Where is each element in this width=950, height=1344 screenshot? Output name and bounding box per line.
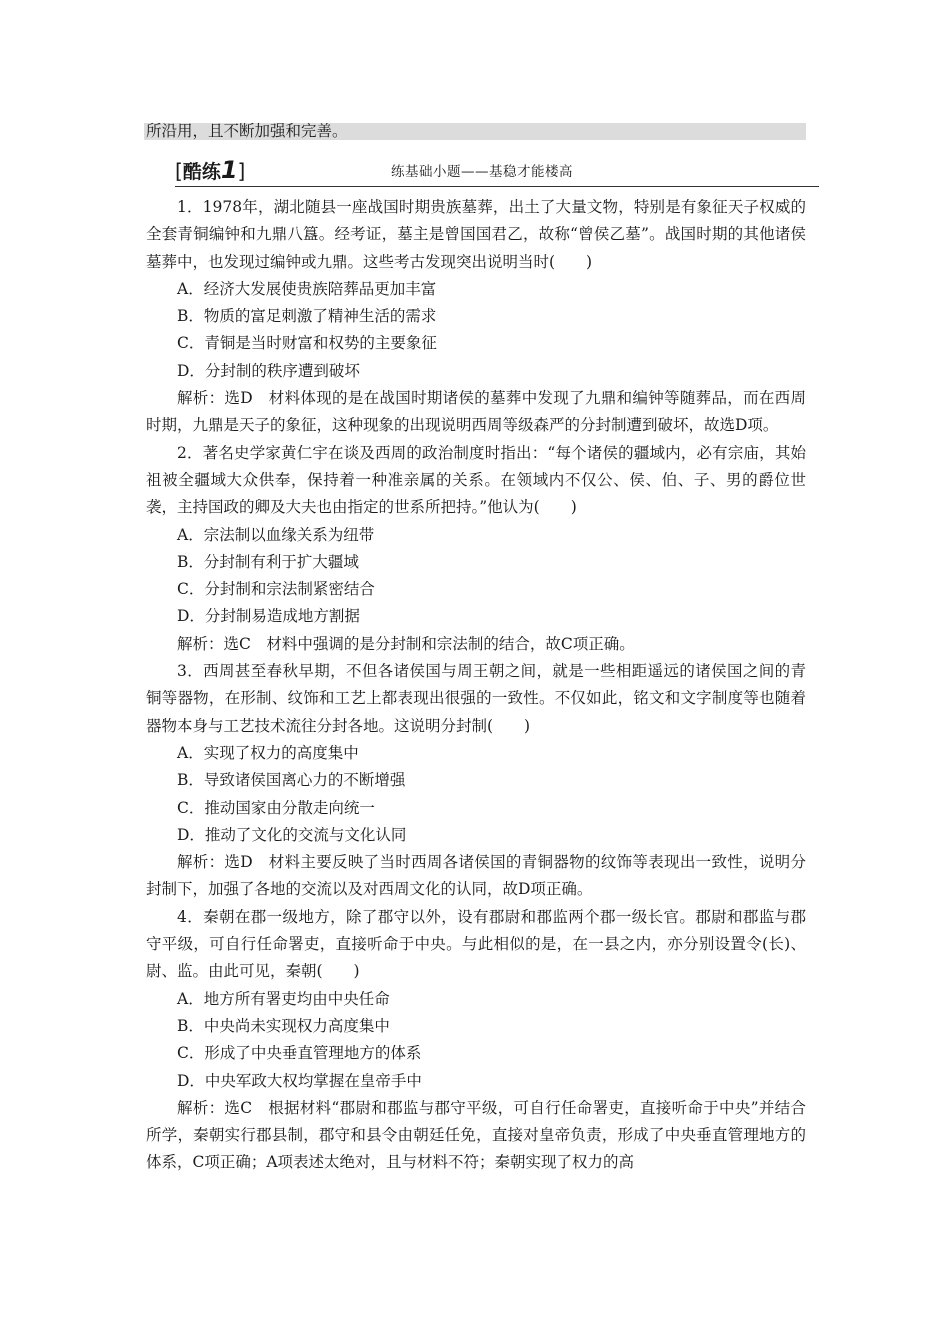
option-a: A．地方所有署吏均由中央任命 — [177, 989, 390, 1008]
continued-text-line: 所沿用，且不断加强和完善。 — [146, 122, 348, 140]
question-analysis: 解析：选C 材料中强调的是分封制和宗法制的结合，故C项正确。 — [177, 634, 635, 653]
option-b: B．物质的富足刺激了精神生活的需求 — [177, 307, 437, 326]
option-a: A．经济大发展使贵族陪葬品更加丰富 — [177, 279, 437, 298]
option-c: C．分封制和宗法制紧密结合 — [177, 580, 375, 599]
option-b: B．中央尚未实现权力高度集中 — [177, 1016, 390, 1035]
questions-list — [146, 194, 806, 1177]
question-stem: 1．1978年，湖北随县一座战国时期贵族墓葬，出土了大量文物，特别是有象征天子权威的全套青铜编钟和九鼎八簋。经考证，墓主是曾国国君乙，故称“曾侯乙墓”。战国时期的其他诸侯墓葬中，也发现过编钟或九鼎。这些考古发现突出说明当时( ) — [146, 198, 806, 271]
option-a: A．宗法制以血缘关系为纽带 — [177, 525, 375, 544]
question-analysis: 解析：选D 材料主要反映了当时西周各诸侯国的青铜器物的纹饰等表现出一致性，说明分封制下，加强了各地的交流以及对西周文化的认同，故D项正确。 — [146, 853, 806, 899]
section-header — [175, 156, 819, 187]
badge-label: 酷练 — [182, 161, 221, 183]
option-b: B．导致诸侯国离心力的不断增强 — [177, 771, 406, 790]
option-b: B．分封制有利于扩大疆域 — [177, 552, 359, 571]
badge-number: 1 — [220, 156, 238, 184]
badge-close-bracket: ] — [237, 159, 246, 183]
option-d: D．推动了文化的交流与文化认同 — [177, 825, 407, 844]
question-stem: 3．西周甚至春秋早期，不但各诸侯国与周王朝之间，就是一些相距遥远的诸侯国之间的青铜等器物，在形制、纹饰和工艺上都表现出很强的一致性。不仅如此，铭文和文字制度等也随着器物本身与工艺技术流往分封各地。这说明分封制( ) — [146, 662, 806, 735]
question-analysis: 解析：选D 材料体现的是在战国时期诸侯的墓葬中发现了九鼎和编钟等随葬品，而在西周时期，九鼎是天子的象征，这种现象的出现说明西周等级森严的分封制遭到破坏，故选D项。 — [146, 389, 806, 435]
option-d: D．中央军政大权均掌握在皇帝手中 — [177, 1071, 422, 1090]
section-badge — [175, 156, 245, 186]
question-analysis: 解析：选C 根据材料“郡尉和郡监与郡守平级，可自行任命署吏，直接听命于中央”并结合所学，秦朝实行郡县制，郡守和县令由朝廷任免，直接对皇帝负责，形成了中央垂直管理地方的体系，C项正确；A项表述太绝对，且与材料不符；秦朝实现了权力的高 — [146, 1098, 806, 1172]
option-d: D．分封制的秩序遭到破坏 — [177, 361, 360, 380]
badge-open-bracket: [ — [175, 159, 183, 183]
question-3 — [146, 658, 806, 904]
option-a: A．实现了权力的高度集中 — [177, 743, 359, 762]
section-subtitle: 练基础小题——基稳才能楼高 — [391, 164, 573, 180]
option-c: C．形成了中央垂直管理地方的体系 — [177, 1044, 422, 1063]
question-stem: 2．著名史学家黄仁宇在谈及西周的政治制度时指出：“每个诸侯的疆域内，必有宗庙，其始祖被全疆域大众供奉，保持着一种准亲属的关系。在领域内不仅公、侯、伯、子、男的爵位世袭，主持国政的卿及大夫也由指定的世系所把持。”他认为( ) — [146, 443, 806, 517]
question-2 — [146, 440, 806, 658]
question-stem: 4．秦朝在郡一级地方，除了郡守以外，设有郡尉和郡监两个郡一级长官。郡尉和郡监与郡守平级，可自行任命署吏，直接听命于中央。与此相似的是，在一县之内，亦分别设置令(长)、尉、监。由此可见，秦朝( ) — [146, 907, 806, 981]
question-4 — [146, 904, 806, 1177]
option-c: C．推动国家由分散走向统一 — [177, 798, 375, 817]
option-c: C．青铜是当时财富和权势的主要象征 — [177, 334, 437, 353]
option-d: D．分封制易造成地方割据 — [177, 607, 360, 626]
question-1 — [146, 194, 806, 440]
